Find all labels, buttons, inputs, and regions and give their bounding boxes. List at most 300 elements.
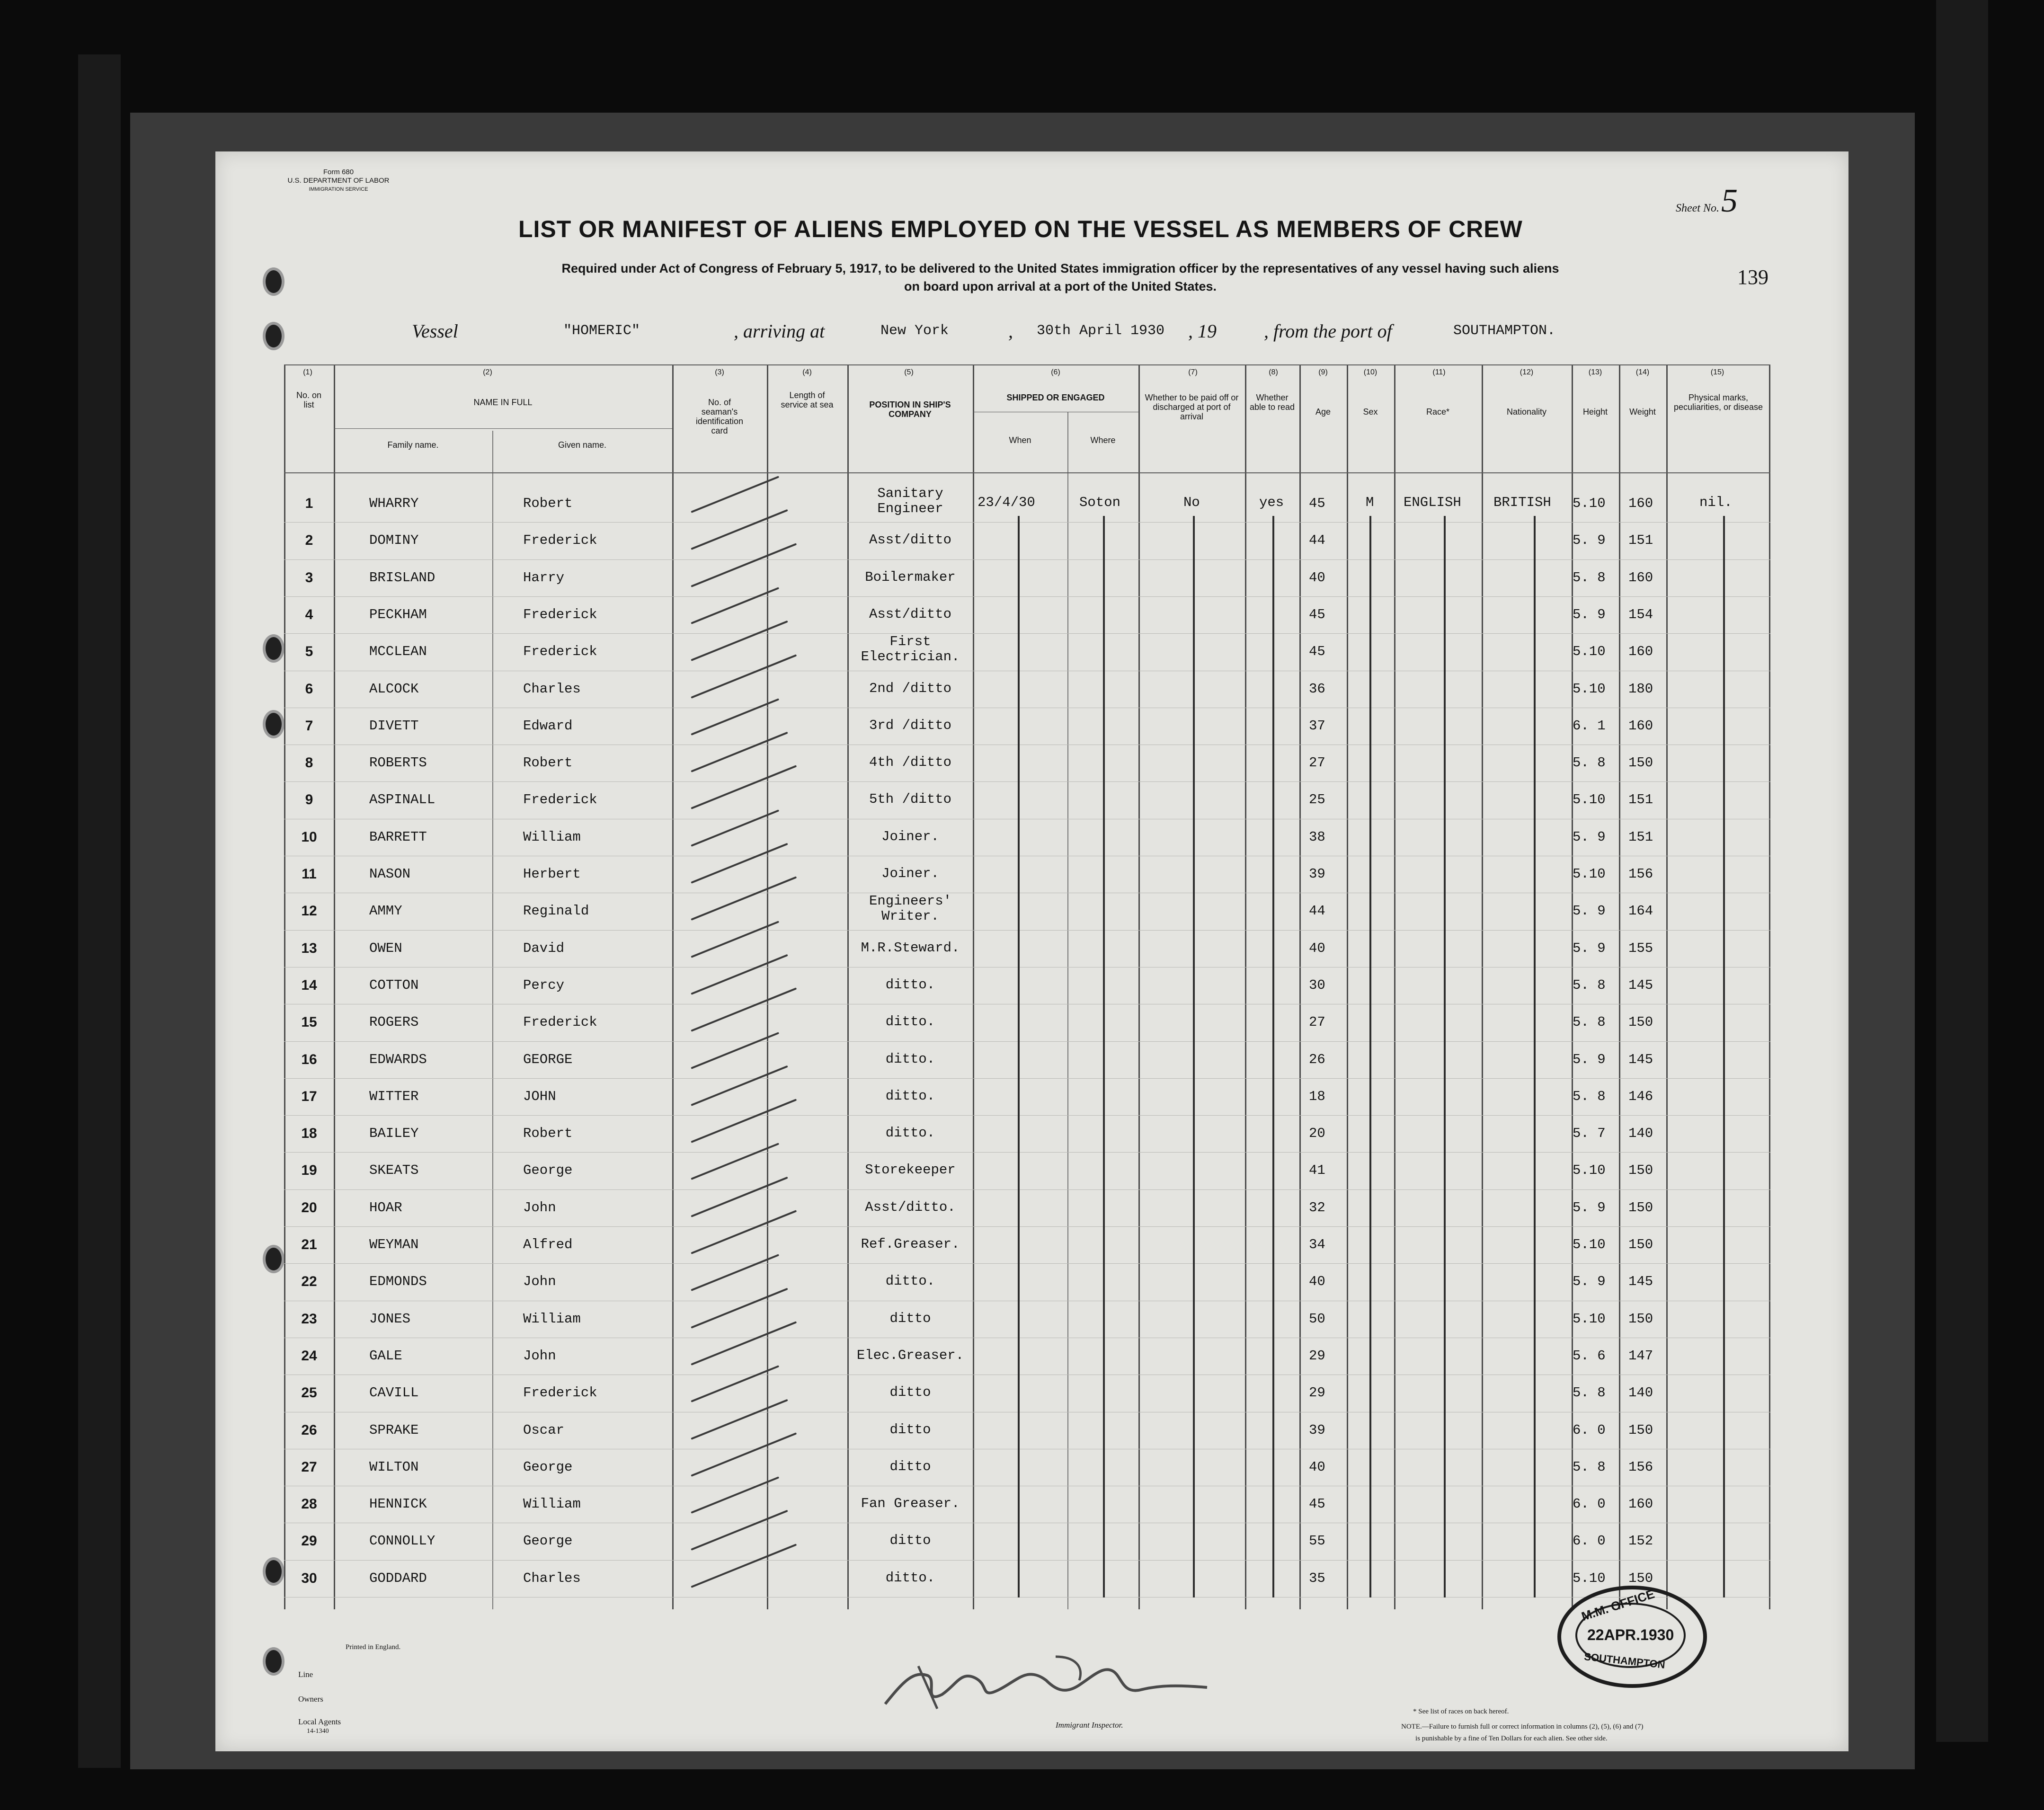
table-row	[284, 1263, 1770, 1300]
arriving-label: , arriving at	[734, 320, 825, 342]
weight: 160	[1628, 496, 1653, 511]
family-name: MCCLEAN	[369, 644, 427, 660]
row-number: 27	[301, 1459, 317, 1475]
age: 44	[1309, 532, 1325, 549]
position: Boilermaker	[865, 569, 956, 585]
ditto-line-able-read	[1272, 516, 1274, 1597]
height: 5. 8	[1573, 1014, 1606, 1030]
table-row	[284, 745, 1770, 781]
header-top-rule	[284, 364, 1770, 365]
col-num-3: (3)	[715, 368, 724, 376]
document-title: LIST OR MANIFEST OF ALIENS EMPLOYED ON THE VESSEL AS MEMBERS OF CREW	[518, 216, 1523, 242]
weight: 156	[1628, 866, 1653, 882]
row-number: 29	[301, 1533, 317, 1549]
weight: 156	[1628, 1459, 1653, 1475]
age: 45	[1309, 606, 1325, 622]
paid-off-value: No	[1183, 495, 1200, 510]
given-name: Reginald	[523, 903, 589, 919]
age: 50	[1309, 1311, 1325, 1327]
position: First Electrician.	[861, 634, 960, 665]
given-name: Alfred	[523, 1237, 573, 1252]
weight: 150	[1628, 1570, 1653, 1586]
col-num-4: (4)	[802, 368, 812, 376]
row-number: 7	[305, 718, 313, 734]
row-number: 15	[301, 1014, 317, 1030]
height: 5.10	[1573, 681, 1606, 697]
given-name: Frederick	[523, 792, 597, 808]
weight: 150	[1628, 1199, 1653, 1216]
family-name: ROBERTS	[369, 755, 427, 771]
table-row	[284, 1226, 1770, 1263]
age: 29	[1309, 1348, 1325, 1364]
punch-hole	[263, 1557, 284, 1586]
family-name: WEYMAN	[369, 1237, 419, 1252]
given-name: Charles	[523, 1570, 581, 1586]
height: 6. 0	[1573, 1533, 1606, 1549]
table-row	[284, 596, 1770, 633]
row-number: 30	[301, 1570, 317, 1586]
age: 26	[1309, 1051, 1325, 1067]
header-bottom-rule	[284, 472, 1770, 473]
sheet-label: Sheet No.	[1676, 202, 1719, 214]
given-name: Edward	[523, 718, 573, 734]
header-weight: Weight	[1629, 407, 1656, 417]
height: 5.10	[1573, 866, 1606, 882]
service-name: IMMIGRATION SERVICE	[309, 186, 368, 192]
printed-note: Printed in England.	[346, 1643, 401, 1651]
table-row	[284, 1152, 1770, 1189]
height: 5. 9	[1573, 1274, 1606, 1290]
subtitle-line-2: on board upon arrival at a port of the United States.	[904, 279, 1217, 293]
position: 4th /ditto	[869, 754, 952, 771]
row-number: 26	[301, 1422, 317, 1438]
height: 5.10	[1573, 792, 1606, 808]
family-name: BRISLAND	[369, 569, 435, 586]
position: ditto.	[885, 976, 935, 993]
height: 5.10	[1573, 1237, 1606, 1252]
age: 30	[1309, 977, 1325, 993]
given-name: Charles	[523, 681, 581, 697]
header-paid-off: Whether to be paid off or discharged at port of arrival	[1145, 393, 1239, 421]
row-number: 20	[301, 1199, 317, 1216]
height: 5. 9	[1573, 606, 1606, 622]
col-num-7: (7)	[1188, 368, 1198, 376]
height: 6. 0	[1573, 1422, 1606, 1438]
given-name: Oscar	[523, 1422, 565, 1438]
given-name: John	[523, 1274, 556, 1290]
family-name: WITTER	[369, 1088, 419, 1104]
weight: 147	[1628, 1348, 1653, 1364]
table-row	[284, 708, 1770, 745]
height: 5. 8	[1573, 1088, 1606, 1104]
col-num-13: (13)	[1588, 368, 1602, 376]
given-name: George	[523, 1162, 573, 1179]
given-name: Frederick	[523, 606, 597, 622]
age: 38	[1309, 829, 1325, 845]
family-name: JONES	[369, 1311, 411, 1327]
header-no-on-list: No. on list	[296, 390, 322, 409]
position: 3rd /ditto	[869, 717, 952, 733]
col-num-15: (15)	[1710, 368, 1724, 376]
weight: 180	[1628, 681, 1653, 697]
punch-hole	[263, 710, 284, 738]
row-number: 25	[301, 1385, 317, 1401]
position: Elec.Greaser.	[856, 1347, 964, 1363]
row-number: 22	[301, 1274, 317, 1290]
position: 2nd /ditto	[869, 680, 952, 696]
family-name: AMMY	[369, 903, 402, 919]
age: 45	[1309, 496, 1325, 511]
table-row	[284, 559, 1770, 596]
position: Asst/ditto	[869, 606, 952, 622]
family-name: CAVILL	[369, 1385, 419, 1401]
height: 5.10	[1573, 496, 1606, 511]
office-stamp	[1557, 1586, 1707, 1688]
height: 5. 9	[1573, 829, 1606, 845]
punch-hole	[263, 322, 284, 350]
row-number: 28	[301, 1496, 317, 1512]
header-position: POSITION IN SHIP'S COMPANY	[869, 400, 951, 419]
table-row	[284, 1486, 1770, 1523]
given-name: George	[523, 1533, 573, 1549]
position: Storekeeper	[865, 1162, 956, 1178]
position: ditto.	[885, 1014, 935, 1030]
weight: 145	[1628, 977, 1653, 993]
family-name: SPRAKE	[369, 1422, 419, 1438]
row-number: 3	[305, 569, 313, 586]
weight: 150	[1628, 1311, 1653, 1327]
given-name: JOHN	[523, 1088, 556, 1104]
arrival-port: New York	[880, 323, 949, 339]
position: Sanitary Engineer	[877, 486, 943, 516]
family-name: OWEN	[369, 940, 402, 956]
family-name: ASPINALL	[369, 792, 435, 808]
age: 40	[1309, 1459, 1325, 1475]
row-number: 4	[305, 606, 313, 622]
table-row	[284, 633, 1770, 670]
shipped-where: Soton	[1079, 495, 1121, 510]
header-nationality: Nationality	[1506, 407, 1547, 417]
ditto-line-when	[1018, 516, 1020, 1597]
position: Asst/ditto.	[865, 1199, 956, 1215]
given-name: George	[523, 1459, 573, 1475]
row-number: 9	[305, 792, 313, 808]
right-binding-rail	[1936, 0, 1988, 1742]
check-mark	[691, 476, 779, 513]
weight: 160	[1628, 718, 1653, 734]
table-row	[284, 1004, 1770, 1041]
header-length-service: Length of service at sea	[781, 390, 834, 409]
table-row	[284, 1523, 1770, 1560]
age: 44	[1309, 903, 1325, 919]
age: 29	[1309, 1385, 1325, 1401]
punch-hole	[263, 1647, 284, 1676]
form-code: 14-1340	[307, 1728, 329, 1735]
vessel-label: Vessel	[412, 320, 458, 342]
race-value: ENGLISH	[1404, 495, 1461, 510]
subtitle-line-1: Required under Act of Congress of February 5, 1917, to be delivered to the United States immigration officer by the representatives of any vessel having such aliens	[561, 261, 1559, 275]
punch-hole	[263, 634, 284, 663]
row-number: 16	[301, 1051, 317, 1067]
weight: 164	[1628, 903, 1653, 919]
row-number: 14	[301, 977, 317, 993]
weight: 152	[1628, 1533, 1653, 1549]
table-row	[284, 856, 1770, 893]
header-given-name: Given name.	[558, 440, 607, 450]
given-name: Robert	[523, 755, 573, 771]
position: Joiner.	[881, 866, 939, 881]
family-name: WHARRY	[369, 496, 419, 511]
table-row	[284, 1375, 1770, 1411]
row-number: 12	[301, 903, 317, 919]
position: Asst/ditto	[869, 532, 952, 548]
given-name: William	[523, 1496, 581, 1512]
age: 34	[1309, 1237, 1325, 1252]
weight: 140	[1628, 1126, 1653, 1142]
row-number: 13	[301, 940, 317, 956]
table-row	[284, 930, 1770, 967]
position: ditto.	[885, 1125, 935, 1141]
left-binding-rail	[78, 54, 121, 1768]
age: 27	[1309, 755, 1325, 771]
row-number: 24	[301, 1348, 317, 1364]
age: 27	[1309, 1014, 1325, 1030]
ditto-line-nationality	[1534, 516, 1536, 1597]
weight: 151	[1628, 792, 1653, 808]
family-name: NASON	[369, 866, 411, 882]
height: 5. 9	[1573, 940, 1606, 956]
age: 18	[1309, 1088, 1325, 1104]
table-row	[284, 893, 1770, 930]
table-row	[284, 1412, 1770, 1449]
departure-port: SOUTHAMPTON.	[1453, 323, 1556, 339]
given-name: Frederick	[523, 644, 597, 660]
age: 45	[1309, 1496, 1325, 1512]
height: 5.10	[1573, 644, 1606, 660]
height: 5. 7	[1573, 1126, 1606, 1142]
age: 40	[1309, 569, 1325, 586]
given-name: John	[523, 1348, 556, 1364]
ditto-line-where	[1103, 516, 1105, 1597]
height: 5. 8	[1573, 1459, 1606, 1475]
height: 5.10	[1573, 1311, 1606, 1327]
header-race: Race*	[1426, 407, 1450, 417]
height: 5. 9	[1573, 1199, 1606, 1216]
position: ditto.	[885, 1570, 935, 1586]
table-row	[284, 1078, 1770, 1115]
weight: 150	[1628, 1237, 1653, 1252]
age: 40	[1309, 1274, 1325, 1290]
position: ditto	[889, 1458, 931, 1474]
position: Joiner.	[881, 828, 939, 844]
position: ditto.	[885, 1273, 935, 1289]
col-num-5: (5)	[904, 368, 914, 376]
given-name: Frederick	[523, 532, 597, 549]
col-num-9: (9)	[1318, 368, 1328, 376]
age: 37	[1309, 718, 1325, 734]
year-label: , 19	[1188, 320, 1217, 342]
height: 6. 1	[1573, 718, 1606, 734]
header-where: Where	[1090, 435, 1116, 445]
weight: 146	[1628, 1088, 1653, 1104]
family-name: DOMINY	[369, 532, 419, 549]
header-able-read: Whether able to read	[1249, 393, 1295, 412]
row-number: 18	[301, 1126, 317, 1142]
age: 25	[1309, 792, 1325, 808]
table-row	[284, 781, 1770, 818]
height: 5. 8	[1573, 569, 1606, 586]
col-num-2: (2)	[483, 368, 492, 376]
family-name: BAILEY	[369, 1126, 419, 1142]
from-label: , from the port of	[1264, 320, 1392, 342]
age: 41	[1309, 1162, 1325, 1179]
table-row	[284, 1041, 1770, 1078]
age: 20	[1309, 1126, 1325, 1142]
sex-value: M	[1366, 495, 1374, 510]
sheet-number: 5	[1721, 183, 1738, 219]
nationality-value: BRITISH	[1493, 495, 1551, 510]
family-name: EDMONDS	[369, 1274, 427, 1290]
inspector-label: Immigrant Inspector.	[1056, 1721, 1123, 1730]
position: ditto	[889, 1421, 931, 1437]
arrival-date: 30th April 1930	[1037, 323, 1165, 339]
position: 5th /ditto	[869, 791, 952, 807]
position: Ref.Greaser.	[861, 1236, 960, 1252]
physical-value: nil.	[1699, 495, 1733, 510]
header-physical-marks: Physical marks, peculiarities, or disease	[1673, 393, 1763, 412]
table-row	[284, 671, 1770, 708]
col-num-11: (11)	[1432, 368, 1446, 376]
ditto-line-sex	[1369, 516, 1371, 1597]
position: ditto	[889, 1533, 931, 1549]
header-height: Height	[1582, 407, 1608, 417]
owners-label: Owners	[298, 1695, 323, 1704]
given-name: William	[523, 1311, 581, 1327]
local-agents-label: Local Agents	[298, 1717, 341, 1726]
position: Fan Greaser.	[861, 1496, 960, 1512]
row-number: 2	[305, 532, 313, 549]
family-name: CONNOLLY	[369, 1533, 435, 1549]
crew-manifest-table	[284, 364, 1770, 1609]
header-shipped-engaged: SHIPPED OR ENGAGED	[1006, 393, 1105, 402]
position: ditto	[889, 1384, 931, 1401]
row-number: 23	[301, 1311, 317, 1327]
age: 36	[1309, 681, 1325, 697]
height: 5. 6	[1573, 1348, 1606, 1364]
table-row	[284, 1115, 1770, 1152]
row-number: 19	[301, 1162, 317, 1179]
header-seaman-card: No. of seaman's identification card	[695, 398, 744, 435]
height: 5. 9	[1573, 532, 1606, 549]
header-when: When	[1009, 435, 1031, 445]
age: 55	[1309, 1533, 1325, 1549]
given-name: Frederick	[523, 1014, 597, 1030]
weight: 160	[1628, 1496, 1653, 1512]
weight: 150	[1628, 1014, 1653, 1030]
position: M.R.Steward.	[861, 940, 960, 956]
position: ditto	[889, 1310, 931, 1326]
weight: 151	[1628, 532, 1653, 549]
height: 5. 9	[1573, 903, 1606, 919]
weight: 150	[1628, 1422, 1653, 1438]
family-name: HENNICK	[369, 1496, 427, 1512]
position: ditto.	[885, 1088, 935, 1104]
age: 40	[1309, 940, 1325, 956]
row-number: 10	[301, 829, 317, 845]
page-number: 139	[1737, 266, 1769, 289]
header-sex: Sex	[1363, 407, 1378, 417]
family-name: WILTON	[369, 1459, 419, 1475]
table-row	[284, 819, 1770, 856]
col-num-10: (10)	[1363, 368, 1377, 376]
table-row	[284, 1560, 1770, 1597]
given-name: William	[523, 829, 581, 845]
given-name: Frederick	[523, 1385, 597, 1401]
col-num-12: (12)	[1520, 368, 1534, 376]
sheet-number-block	[1676, 182, 1738, 220]
age: 35	[1309, 1570, 1325, 1586]
row-number: 5	[305, 644, 313, 660]
weight: 145	[1628, 1051, 1653, 1067]
punch-hole	[263, 1245, 284, 1273]
height: 5.10	[1573, 1162, 1606, 1179]
table-row	[284, 522, 1770, 559]
given-name: Robert	[523, 496, 573, 511]
row-number: 6	[305, 681, 313, 697]
age: 45	[1309, 644, 1325, 660]
row-number: 11	[302, 866, 317, 882]
height: 5. 8	[1573, 977, 1606, 993]
row-number: 1	[305, 496, 313, 511]
header-family-name: Family name.	[387, 440, 439, 450]
able-read-value: yes	[1259, 495, 1284, 510]
height: 5. 8	[1573, 1385, 1606, 1401]
age: 32	[1309, 1199, 1325, 1216]
stamp-bottom-text: SOUTHAMPTON	[1583, 1650, 1666, 1671]
family-name: COTTON	[369, 977, 419, 993]
col-num-1: (1)	[303, 368, 312, 376]
punch-hole	[263, 267, 284, 296]
height: 5. 9	[1573, 1051, 1606, 1067]
position: ditto.	[885, 1051, 935, 1067]
age: 39	[1309, 866, 1325, 882]
family-name: SKEATS	[369, 1162, 419, 1179]
penalty-note-1: NOTE.—Failure to furnish full or correct information in columns (2), (5), (6) and (7)	[1401, 1723, 1644, 1730]
height: 5. 8	[1573, 755, 1606, 771]
penalty-note-2: is punishable by a fine of Ten Dollars for each alien. See other side.	[1415, 1735, 1608, 1742]
height: 6. 0	[1573, 1496, 1606, 1512]
inspector-signature	[876, 1638, 1235, 1713]
weight: 160	[1628, 644, 1653, 660]
vessel-name: "HOMERIC"	[563, 323, 640, 339]
line-label: Line	[298, 1670, 313, 1679]
row-number: 8	[305, 755, 313, 771]
family-name: HOAR	[369, 1199, 402, 1216]
header-mid-rule	[334, 428, 672, 429]
given-name: Harry	[523, 569, 565, 586]
comma: ,	[1008, 320, 1013, 342]
family-name: ROGERS	[369, 1014, 419, 1030]
given-name: John	[523, 1199, 556, 1216]
stamp-top-text: M.M. OFFICE	[1580, 1586, 1656, 1624]
header-age: Age	[1315, 407, 1331, 417]
ditto-line-physical	[1723, 516, 1725, 1597]
weight: 140	[1628, 1385, 1653, 1401]
col-num-8: (8)	[1269, 368, 1278, 376]
form-number: Form 680	[323, 168, 354, 176]
col-num-14: (14)	[1635, 368, 1650, 376]
vessel-line	[412, 320, 1761, 348]
